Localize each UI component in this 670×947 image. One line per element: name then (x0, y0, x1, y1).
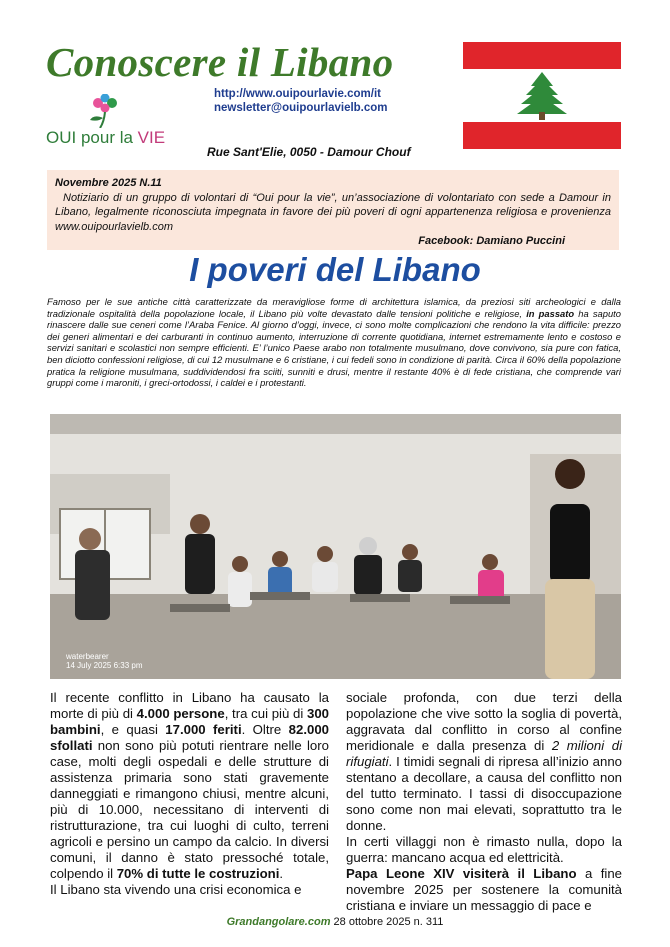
text-span: , e quasi (100, 722, 166, 737)
bold-span: 82.000 sfollati (50, 722, 329, 753)
footer-date: 28 ottobre 2025 n. 311 (330, 916, 444, 928)
classroom-photo (50, 414, 621, 679)
text-span: , tra cui più di (224, 706, 307, 721)
issue-label: Novembre 2025 N.11 (55, 177, 162, 189)
italic-span: 2 milioni di rifugiati (346, 738, 622, 769)
text-span: . Oltre (241, 722, 289, 737)
lead-text-1: Famoso per le sue antiche città caratterizzate da meravigliose forme di architettura islamica, da preziosi siti archeologici e dalla tradizionale ospitalità della popolazione locale, il Libano più volte devastato dalle tensioni politiche e religiose, (47, 296, 621, 319)
website-link[interactable]: http://www.ouipourlavie.com/it (214, 88, 381, 100)
logo-pour-la: pour la (76, 128, 138, 147)
column-1-paragraph-2: Il Libano sta vivendo una crisi economica e (50, 882, 302, 897)
facebook-label: Facebook: Damiano Puccini (418, 235, 565, 247)
bold-span: 300 bambini (50, 706, 330, 737)
text-span: . I timidi segnali di ripresa all’inizio anno stentano a decollare, a causa del conflitto non del tutto terminato. I tassi di disoccupazione sono come non mai elevati, soprattutto tra le donne. (346, 754, 622, 833)
photo-illustration (50, 414, 621, 679)
column-2-paragraph-2: In certi villaggi non è rimasto nulla, dopo la guerra: mancano acqua ed elettricità. (346, 834, 622, 865)
bold-span: 4.000 persone (136, 706, 225, 721)
newsletter-title: Conoscere il Libano (46, 39, 394, 85)
lead-bold: in passato (526, 307, 575, 319)
footer-site[interactable]: Grandangolare.com (226, 916, 331, 928)
lead-text-2: ha saputo rinascere dalle sue ceneri come l’Araba Fenice. Al giorno d’oggi, invece, ci sono molte complicazioni che rendono la vita difficile: prezzo dei generi alimentari e dei carburanti in continuo aumento, interruzione di corrente quotidiana, internet estremamente lento e costoso e servizi sanitari e scolastici non sempre efficienti. E’ l’unico Paese arabo non totalmente musulmano, dove convivono, sia pure con fatica, ben diciotto confessioni religiose, di cui 12 musulmane e 6 cristiane, i cui fedeli sono in condizione di parità. Circa il 60% della popolazione pratica la religione musulmana, suddividendosi fra sciiti, sunniti e drusi, mentre il restante 40% è di fede cristiana, che comprende vari gruppi come i maroniti, i greci-ortodossi, i caldei e i protestanti. (47, 307, 621, 389)
article-column-1 (50, 690, 329, 898)
intro-text: Notiziario di un gruppo di volontari di “Oui pour la vie”, un’associazione di volontariato con sede a Damour in Libano, legalmente riconosciuta impegnata in favore dei più poveri di ogni appartenenza religiosa e provenienza www.ouipourlavielb.com (55, 191, 611, 233)
flower-logo-icon (74, 94, 144, 128)
bold-span: 17.000 feriti (165, 722, 242, 737)
bold-span: Papa Leone XIV visiterà il Libano (346, 866, 577, 881)
lebanon-flag-icon (463, 42, 621, 149)
oui-pour-la-vie-logo (46, 94, 206, 154)
contact-links (214, 87, 388, 115)
logo-oui: OUI (46, 128, 77, 147)
text-span: non sono più potuti rientrare nelle loro case, molti degli ospedali e delle strutture di assistenza primaria sono stati gravemente danneggiati e rimangono chiusi, mentre alcuni, più di 10.000, necessitano di interventi di ristrutturazione, tra cui luoghi di culto, terreni agricoli e persino un campo da calcio. In diversi comuni, il danno è stato pressoché totale, colpendo il (50, 738, 329, 881)
photo-caption (66, 652, 143, 670)
headline: I poveri del Libano (189, 251, 481, 288)
footer (0, 916, 670, 928)
text-span: . (279, 866, 284, 881)
caption-line-1: waterbearer (66, 652, 109, 661)
text-span: a fine novembre 2025 per sostenere la comunità cristiana e inviare un messaggio di pace e (346, 866, 622, 913)
text-span: Il recente conflitto in Libano ha causato la morte di più di (50, 690, 329, 721)
bold-span: 70% di tutte le costruzioni (116, 866, 280, 881)
lead-paragraph (47, 296, 621, 389)
address: Rue Sant'Elie, 0050 - Damour Chouf (207, 145, 411, 159)
column-2-paragraph-3 (346, 866, 622, 914)
column-1-paragraph-1 (50, 690, 329, 882)
column-2-paragraph-1 (346, 690, 622, 834)
intro-box (47, 170, 619, 250)
logo-vie: VIE (137, 128, 166, 147)
email-link[interactable]: newsletter@ouipourlavielb.com (214, 102, 388, 114)
article-column-2 (346, 690, 622, 914)
caption-line-2: 14 July 2025 6:33 pm (66, 661, 143, 670)
text-span: sociale profonda, con due terzi della popolazione che vive sotto la soglia di povertà, aggravata dal conflitto in corso al confine meridionale e dalla presenza di (346, 690, 622, 753)
